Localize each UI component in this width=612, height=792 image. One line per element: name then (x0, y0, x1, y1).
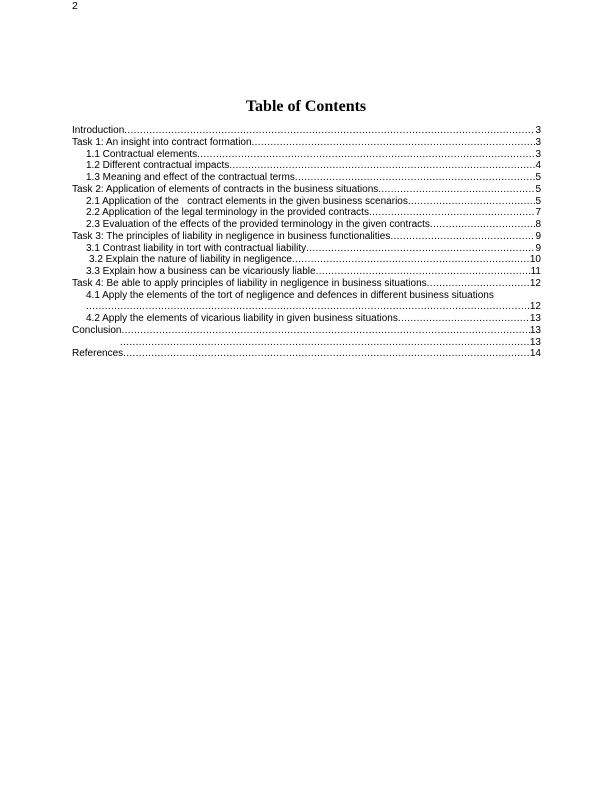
toc-leader-dots (295, 172, 536, 184)
toc-page-number: 3 (535, 148, 541, 160)
toc-entry-label: Conclusion (72, 324, 122, 336)
toc-entry-untitled[interactable] (72, 337, 541, 349)
page-number: 2 (72, 0, 78, 12)
toc-entry-conclusion[interactable] (72, 325, 541, 337)
toc-entry-1-2[interactable] (72, 160, 541, 172)
toc-entry-label: 3.1 Contrast liability in tort with contractual liability (86, 242, 307, 254)
toc-entry-label: Task 1: An insight into contract formation (72, 136, 252, 148)
toc-page-number: 13 (529, 336, 541, 348)
toc-entry-label: 3.2 Explain the nature of liability in negligence (89, 254, 292, 266)
table-of-contents (72, 125, 541, 360)
toc-page-number: 11 (530, 266, 541, 277)
toc-entry-label: 3.3 Explain how a business can be vicariously liable (86, 266, 316, 277)
toc-entry-1-3[interactable] (72, 172, 541, 184)
toc-entry-label: Task 3: The principles of liability in negligence in business functionalities (72, 230, 391, 242)
toc-leader-dots (120, 337, 530, 349)
toc-leader-dots (306, 243, 535, 255)
toc-entry-label: 4.2 Apply the elements of vicarious liability in given business situations (86, 313, 398, 324)
toc-leader-dots (398, 313, 530, 325)
toc-entry-task-3[interactable] (72, 231, 541, 243)
toc-leader-dots (292, 254, 530, 266)
toc-leader-dots (427, 278, 530, 290)
toc-entry-task-4[interactable] (72, 278, 541, 290)
toc-entry-label: 2.1 Application of the contract elements in the given business scenarios (86, 195, 408, 207)
toc-leader-dots (121, 325, 529, 337)
toc-page-number: 12 (529, 301, 541, 313)
toc-page-number: 7 (535, 207, 541, 219)
toc-entry-2-1[interactable] (72, 196, 541, 208)
toc-entry-references[interactable] (72, 348, 541, 360)
toc-entry-3-1[interactable] (72, 243, 541, 255)
toc-title: Table of Contents (245, 98, 367, 115)
toc-entry-introduction[interactable] (72, 125, 541, 137)
toc-entry-label: 1.2 Different contractual impacts (86, 160, 230, 172)
toc-entry-label: Task 2: Application of elements of contracts in the business situations (72, 183, 379, 195)
toc-leader-dots (197, 149, 535, 161)
toc-entry-3-3[interactable] (72, 266, 541, 278)
toc-page-number: 9 (535, 242, 541, 254)
toc-leader-dots (408, 196, 536, 208)
toc-entry-label: Introduction (72, 125, 125, 136)
toc-entry-4-2[interactable] (72, 313, 541, 325)
toc-entry-4-1-label[interactable]: 4.1 Apply the elements of the tort of negligence and defences in different business situations (86, 289, 494, 301)
toc-leader-dots (124, 125, 535, 137)
toc-page-number: 5 (535, 183, 541, 195)
toc-leader-dots (123, 348, 530, 360)
toc-page-number: 10 (529, 254, 541, 266)
toc-page-number: 9 (535, 230, 541, 242)
toc-leader-dots (252, 137, 536, 149)
toc-page-number: 8 (535, 219, 541, 230)
toc-entry-label: 2.3 Evaluation of the effects of the provided terminology in the given contracts (86, 219, 430, 230)
toc-page-number: 12 (529, 277, 541, 289)
toc-entry-label: References (72, 348, 124, 360)
toc-entry-2-2[interactable] (72, 207, 541, 219)
toc-entry-task-2[interactable] (72, 184, 541, 196)
toc-entry-label: Task 4: Be able to apply principles of liability in negligence in business situations (72, 277, 427, 289)
toc-leader-dots (316, 266, 531, 278)
toc-entry-label: 2.2 Application of the legal terminology in the provided contracts (86, 207, 369, 219)
toc-entry-label: 1.1 Contractual elements (86, 148, 198, 160)
toc-leader-dots (86, 301, 530, 313)
toc-leader-dots (430, 219, 536, 231)
toc-entry-label: 1.3 Meaning and effect of the contractual terms (86, 172, 295, 183)
toc-page-number: 3 (535, 125, 541, 136)
toc-entry-3-2[interactable] (72, 254, 541, 266)
toc-entry-1-1[interactable] (72, 149, 541, 161)
toc-entry-2-3[interactable] (72, 219, 541, 231)
toc-leader-dots (369, 207, 535, 219)
toc-leader-dots (378, 184, 535, 196)
toc-page-number: 5 (535, 172, 541, 183)
toc-leader-dots (390, 231, 535, 243)
toc-page-number: 5 (535, 195, 541, 207)
toc-page-number: 13 (529, 313, 541, 324)
toc-page-number: 3 (535, 136, 541, 148)
toc-page-number: 13 (529, 324, 541, 336)
toc-page-number: 4 (535, 160, 541, 172)
toc-leader-dots (229, 160, 535, 172)
toc-page-number: 14 (529, 348, 541, 360)
toc-entry-4-1-continuation[interactable] (72, 301, 541, 313)
toc-entry-task-1[interactable] (72, 137, 541, 149)
